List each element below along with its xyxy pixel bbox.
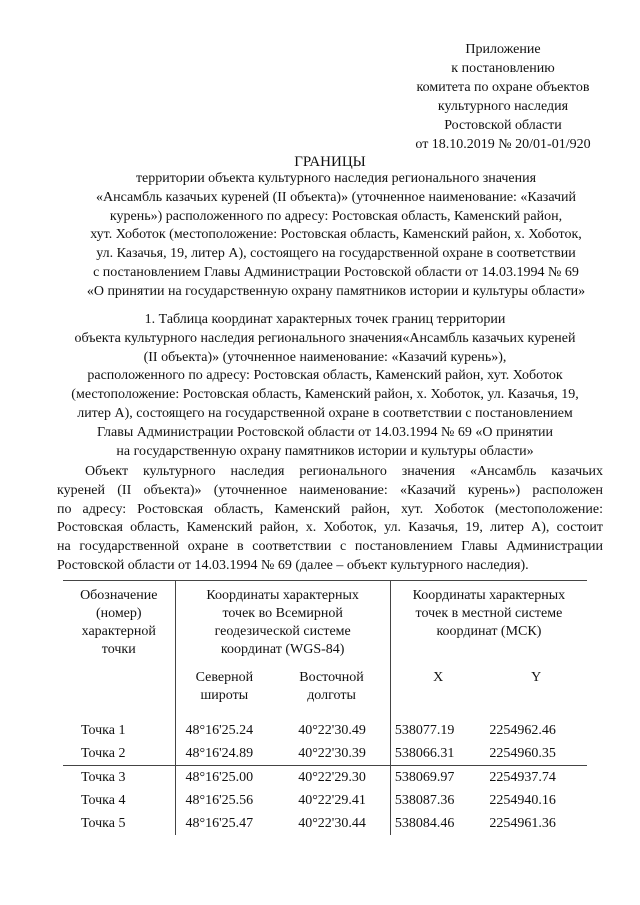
subtitle-line: «Ансамбль казачьих куреней (II объекта)» (уточненное наименование: «Казачий — [95, 189, 577, 205]
cell-latitude: 48°16'25.56 — [185, 792, 254, 808]
header-text: (номер) — [95, 606, 142, 621]
header-text: координат (WGS-84) — [220, 642, 345, 657]
appendix-block — [398, 40, 608, 154]
cell-x: 538066.31 — [394, 745, 455, 761]
table-row — [63, 766, 587, 790]
paragraph-line: по адресу: Ростовская область, Каменский район, хут. Хоботок (местоположение: — [57, 501, 603, 517]
subtitle-line: территории объекта культурного наследия регионального значения — [135, 171, 537, 186]
appendix-line: комитета по охране объектов — [416, 80, 590, 95]
table-row — [63, 812, 587, 835]
subtitle-line: ул. Казачья, 19, литер А), состоящего на государственной охране в соответствии — [96, 246, 576, 262]
paragraph-line: Ростовская область, Каменский район, х. Хоботок, ул. Казачья, 19, литер А), состоит — [57, 520, 603, 536]
header-text: Координаты характерных — [206, 588, 359, 603]
header-text: Северной — [195, 670, 254, 685]
section-heading — [40, 311, 610, 461]
header-wgs84 — [175, 581, 390, 670]
coordinates-table — [63, 580, 587, 835]
header-text: точек в местной системе — [415, 606, 563, 621]
header-text: координат (МСК) — [436, 624, 542, 639]
header-text: геодезической системе — [214, 624, 351, 639]
appendix-line: Ростовской области — [444, 118, 562, 133]
header-point-id — [63, 581, 175, 720]
cell-x: 538084.46 — [394, 815, 455, 831]
header-text: долготы — [307, 688, 356, 703]
subtitle-line: хут. Хоботок (местоположение: Ростовская область, Каменский район, х. Хоботок, — [90, 227, 582, 243]
paragraph-line: Ростовской области от 14.03.1994 № 69 (далее – объект культурного наследия). — [57, 557, 529, 573]
section-heading-line: литер А), состоящего на государственной охране в соответствии с постановлением — [77, 405, 573, 421]
document-subtitle — [56, 170, 616, 302]
paragraph-line: куреней (II объекта)» (уточненное наименование: «Казачий курень») расположен — [57, 482, 603, 498]
cell-longitude: 40°22'29.41 — [273, 789, 390, 812]
header-text: Обозначение — [80, 588, 158, 603]
cell-x: 538077.19 — [394, 722, 455, 738]
header-msk — [390, 581, 587, 670]
appendix-line: Приложение — [465, 42, 541, 57]
cell-longitude: 40°22'30.49 — [273, 719, 390, 742]
header-text: Координаты характерных — [412, 588, 566, 603]
cell-x: 538087.36 — [394, 792, 455, 808]
cell-y: 2254937.74 — [485, 766, 587, 790]
header-text: Восточной — [299, 670, 364, 685]
header-text: широты — [200, 688, 249, 703]
header-text: характерной — [81, 624, 156, 639]
table-row — [63, 742, 587, 766]
header-latitude — [175, 669, 273, 719]
cell-latitude: 48°16'25.47 — [185, 815, 254, 831]
cell-y: 2254940.16 — [489, 792, 556, 808]
cell-latitude: 48°16'24.89 — [185, 745, 254, 761]
appendix-line: культурного наследия — [437, 99, 569, 114]
body-paragraph — [57, 463, 603, 576]
header-y: Y — [531, 670, 542, 685]
cell-y: 2254962.46 — [489, 722, 556, 738]
paragraph-line: Объект культурного наследия регионального значения «Ансамбль казачьих — [85, 464, 603, 479]
cell-point: Точка 2 — [63, 742, 175, 766]
subtitle-line: «О принятии на государственную охрану памятников истории и культуры области» — [86, 283, 586, 299]
cell-point: Точка 1 — [63, 719, 175, 742]
header-x: X — [433, 670, 444, 685]
cell-point: Точка 3 — [63, 766, 175, 790]
table-row — [63, 789, 587, 812]
section-heading-line: (II объекта)» (уточненное наименование: «Казачий курень»), — [143, 349, 507, 365]
section-heading-line: Главы Администрации Ростовской области от 14.03.1994 № 69 «О принятии — [97, 424, 553, 440]
header-longitude — [273, 669, 390, 719]
appendix-date-line: от 18.10.2019 № 20/01-01/920 — [415, 137, 591, 152]
cell-latitude: 48°16'25.00 — [175, 766, 273, 790]
table-header-row — [63, 581, 587, 670]
cell-y: 2254961.36 — [489, 815, 556, 831]
cell-point: Точка 5 — [63, 812, 175, 835]
subtitle-line: курень») расположенного по адресу: Ростовская область, Каменский район, — [109, 208, 563, 224]
cell-point: Точка 4 — [63, 789, 175, 812]
document-title: ГРАНИЦЫ — [294, 154, 366, 170]
section-heading-line: расположенного по адресу: Ростовская область, Каменский район, хут. Хоботок — [87, 368, 563, 384]
cell-x: 538069.97 — [390, 766, 485, 790]
section-heading-line: на государственную охрану памятников истории и культуры области» — [116, 443, 534, 459]
cell-y: 2254960.35 — [489, 745, 556, 761]
appendix-line: к постановлению — [451, 61, 555, 76]
cell-latitude: 48°16'25.24 — [185, 722, 254, 738]
header-text: точек во Всемирной — [222, 606, 343, 621]
paragraph-line: на государственной охране в соответствии с постановлением Главы Администрации — [57, 539, 603, 555]
section-heading-line: объекта культурного наследия регионального значения«Ансамбль казачьих куреней — [74, 330, 576, 346]
section-heading-line: 1. Таблица координат характерных точек границ территории — [144, 312, 506, 327]
cell-longitude: 40°22'30.39 — [273, 742, 390, 766]
cell-longitude: 40°22'30.44 — [273, 812, 390, 835]
section-heading-line: (местоположение: Ростовская область, Каменский район, х. Хоботок, ул. Казачья, 19, — [71, 387, 579, 403]
table-row — [63, 719, 587, 742]
header-text: точки — [101, 642, 136, 657]
cell-longitude: 40°22'29.30 — [273, 766, 390, 790]
subtitle-line: с постановлением Главы Администрации Ростовской области от 14.03.1994 № 69 — [93, 264, 579, 280]
